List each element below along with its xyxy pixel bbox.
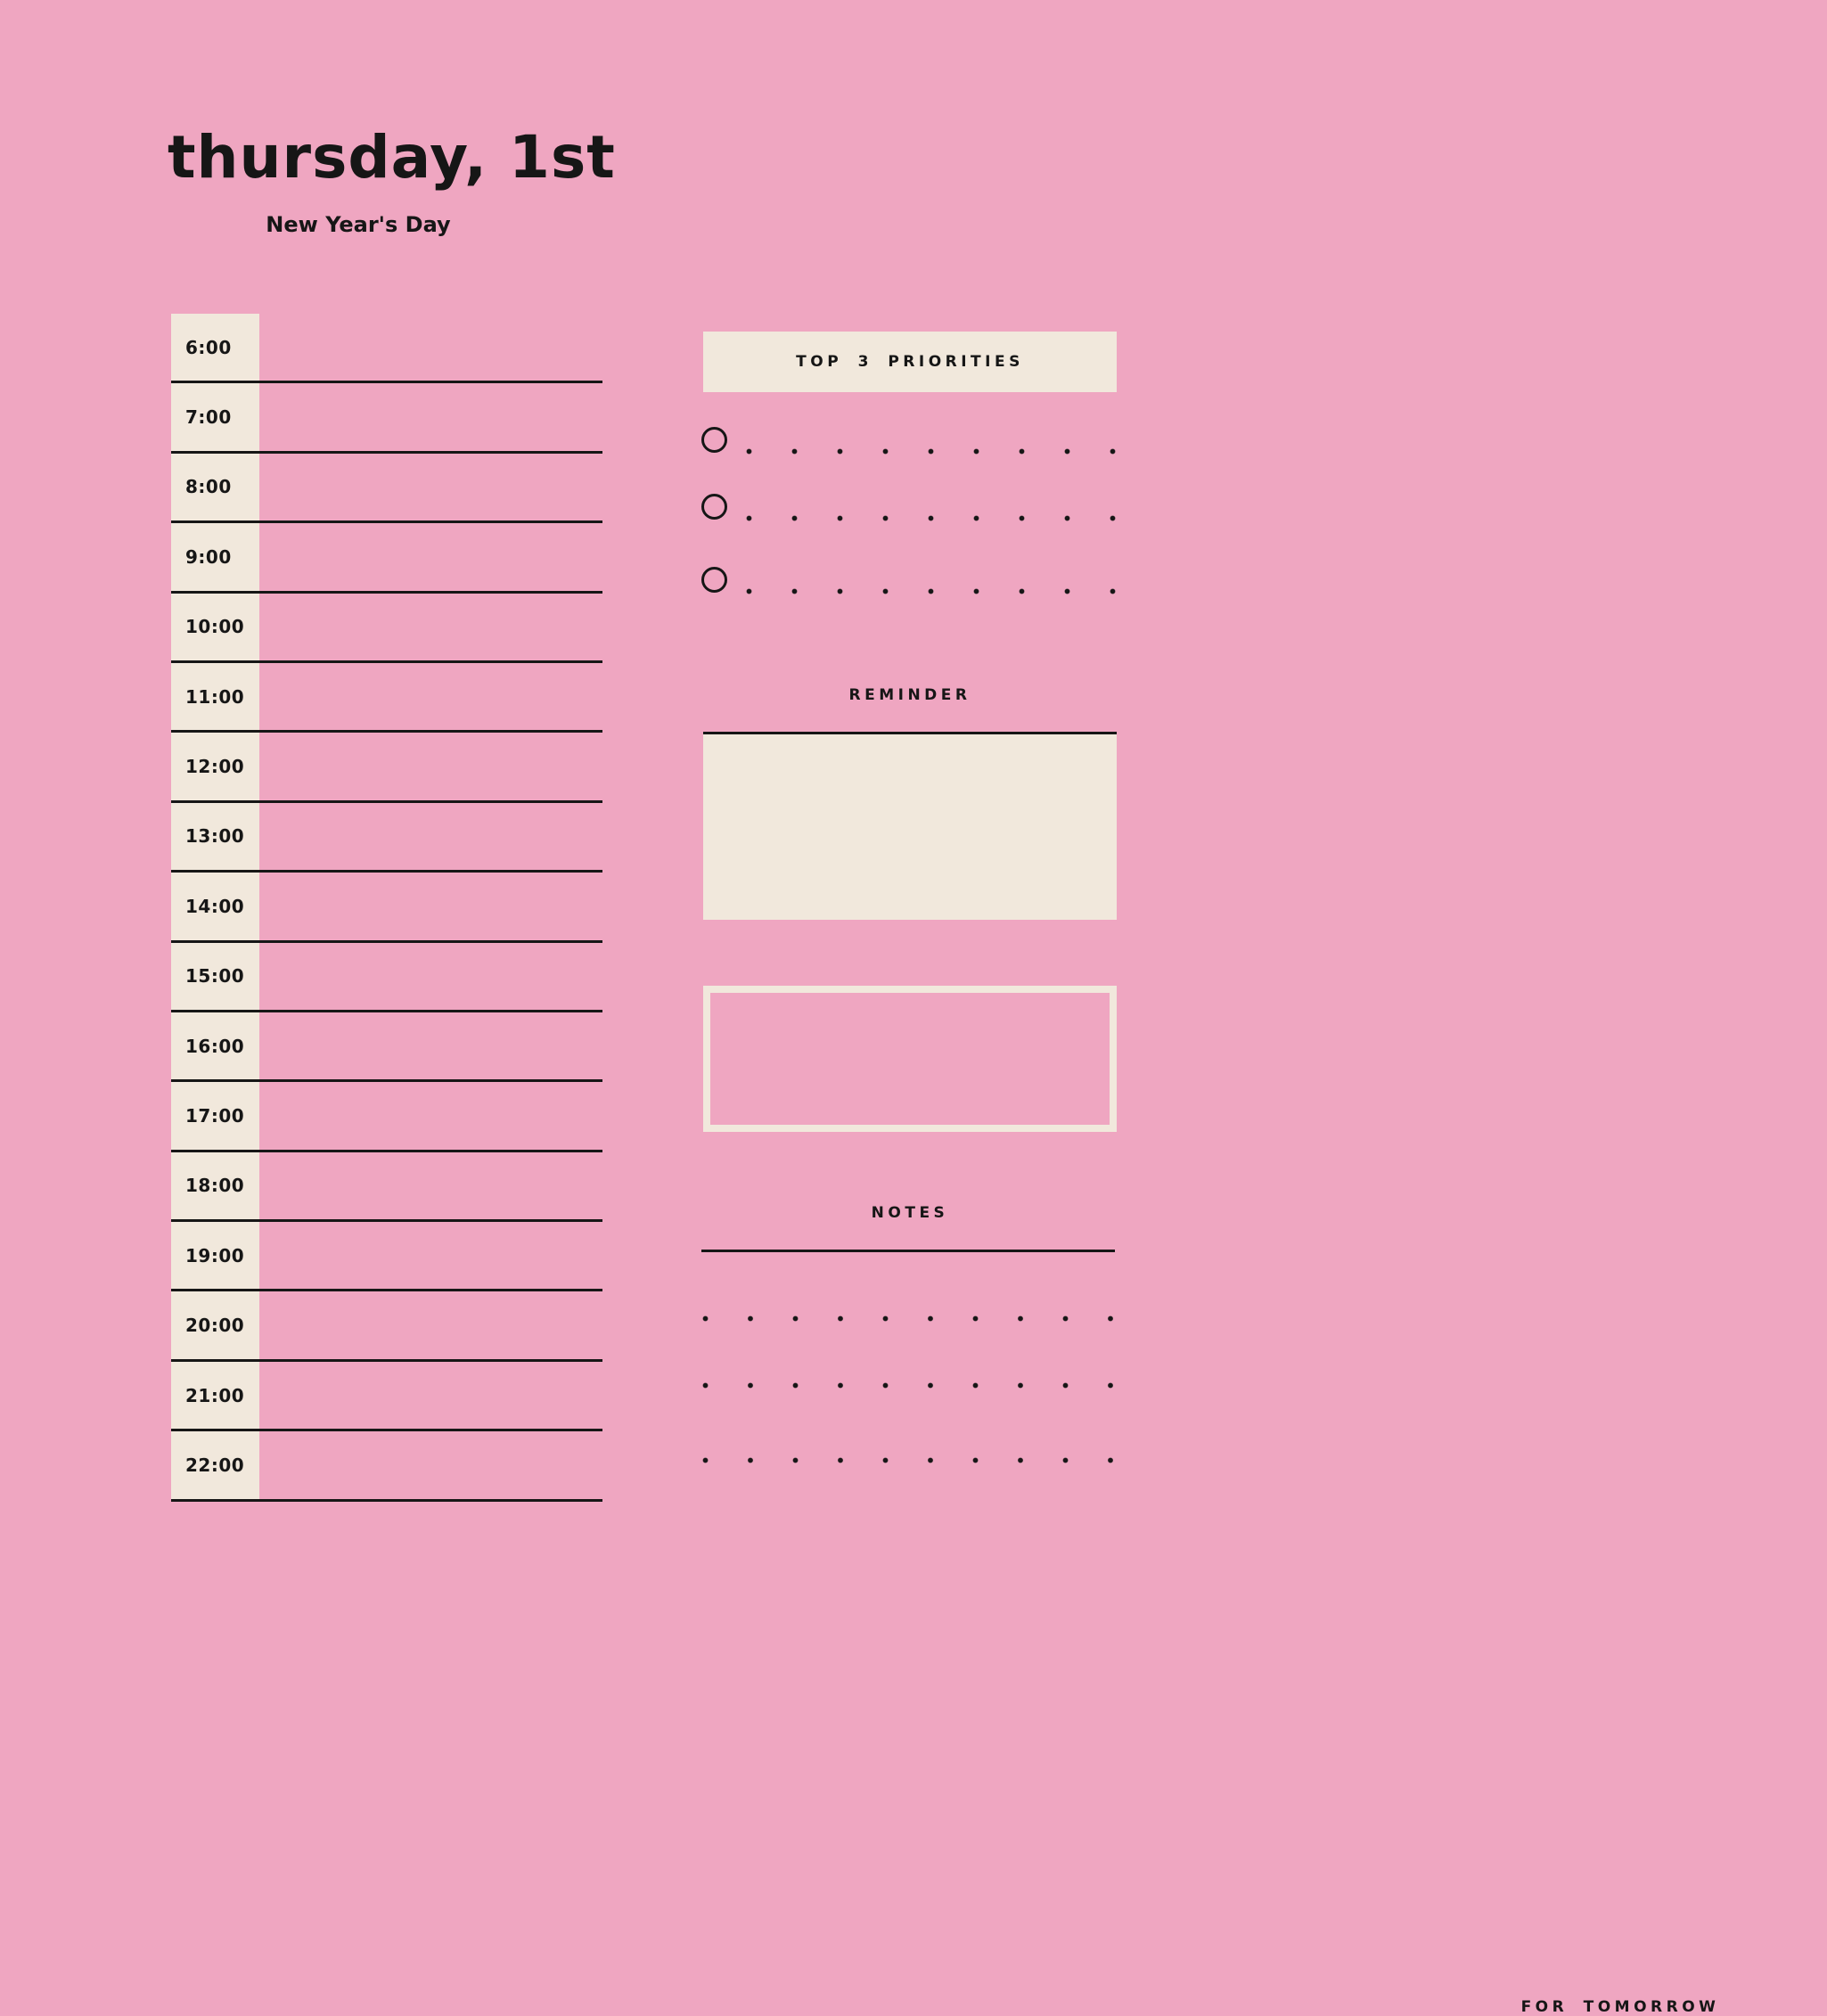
schedule-slot[interactable]: [259, 803, 602, 870]
schedule-row: [171, 383, 602, 453]
schedule-row: [171, 873, 602, 942]
time-label: 7:00: [171, 383, 259, 450]
schedule-slot[interactable]: [259, 1082, 602, 1149]
notes-title: NOTES: [871, 1204, 949, 1222]
schedule-slot[interactable]: [259, 733, 602, 799]
priority-row: [701, 565, 1117, 604]
schedule-slot[interactable]: [259, 1222, 602, 1289]
page-title: thursday, 1st: [168, 123, 616, 192]
priority-dotted-line[interactable]: [745, 587, 1118, 595]
time-label: 15:00: [171, 943, 259, 1010]
schedule-row: [171, 314, 602, 383]
notes-dotted-line[interactable]: [701, 1315, 1113, 1323]
notes-dotted-line[interactable]: [701, 1456, 1113, 1464]
time-label: 9:00: [171, 523, 259, 590]
time-label: 21:00: [171, 1362, 259, 1429]
schedule-slot[interactable]: [259, 1431, 602, 1498]
priority-row: [701, 492, 1117, 531]
schedule-row: [171, 1291, 602, 1361]
time-label: 12:00: [171, 733, 259, 799]
schedule-row: [171, 523, 602, 593]
schedule-row: [171, 1431, 602, 1501]
schedule-slot[interactable]: [259, 1291, 602, 1358]
time-label: 20:00: [171, 1291, 259, 1358]
schedule-row: [171, 594, 602, 663]
time-label: 16:00: [171, 1012, 259, 1079]
priority-circle-icon[interactable]: [701, 427, 727, 453]
time-label: 18:00: [171, 1152, 259, 1219]
priority-dotted-line[interactable]: [745, 514, 1118, 522]
priorities-title: TOP 3 PRIORITIES: [796, 353, 1024, 371]
notes-divider: [701, 1250, 1115, 1252]
schedule-slot[interactable]: [259, 383, 602, 450]
schedule-slot[interactable]: [259, 1012, 602, 1079]
time-label: 14:00: [171, 873, 259, 939]
schedule-row: [171, 1362, 602, 1431]
schedule-row: [171, 803, 602, 873]
schedule-row: [171, 1222, 602, 1291]
priorities-header: [703, 332, 1117, 392]
priority-circle-icon[interactable]: [701, 494, 727, 520]
reminder-title: REMINDER: [848, 686, 971, 704]
time-label: 13:00: [171, 803, 259, 870]
schedule-slot[interactable]: [259, 523, 602, 590]
schedule-slot[interactable]: [259, 1152, 602, 1219]
time-label: 6:00: [171, 314, 259, 381]
priority-circle-icon[interactable]: [701, 567, 727, 593]
schedule-slot[interactable]: [259, 873, 602, 939]
priority-row: [701, 425, 1117, 464]
reminder-box[interactable]: [703, 734, 1117, 920]
schedule-slot[interactable]: [259, 314, 602, 381]
schedule-row: [171, 943, 602, 1012]
time-label: 10:00: [171, 594, 259, 660]
schedule-slot[interactable]: [259, 1362, 602, 1429]
time-label: 11:00: [171, 663, 259, 730]
schedule-row: [171, 1082, 602, 1151]
schedule-row: [171, 733, 602, 802]
schedule-slot[interactable]: [259, 663, 602, 730]
time-label: 19:00: [171, 1222, 259, 1289]
time-label: 8:00: [171, 454, 259, 520]
time-label: 22:00: [171, 1431, 259, 1498]
priority-dotted-line[interactable]: [745, 447, 1118, 455]
tomorrow-title: FOR TOMORROW: [1520, 1998, 1720, 2016]
time-label: 17:00: [171, 1082, 259, 1149]
schedule-grid: [171, 314, 602, 1502]
schedule-row: [171, 663, 602, 733]
page-subtitle: New Year's Day: [266, 212, 451, 237]
schedule-row: [171, 1012, 602, 1082]
notes-dotted-line[interactable]: [701, 1381, 1113, 1389]
schedule-row: [171, 1152, 602, 1222]
schedule-slot[interactable]: [259, 943, 602, 1010]
schedule-slot[interactable]: [259, 594, 602, 660]
schedule-row: [171, 454, 602, 523]
schedule-slot[interactable]: [259, 454, 602, 520]
